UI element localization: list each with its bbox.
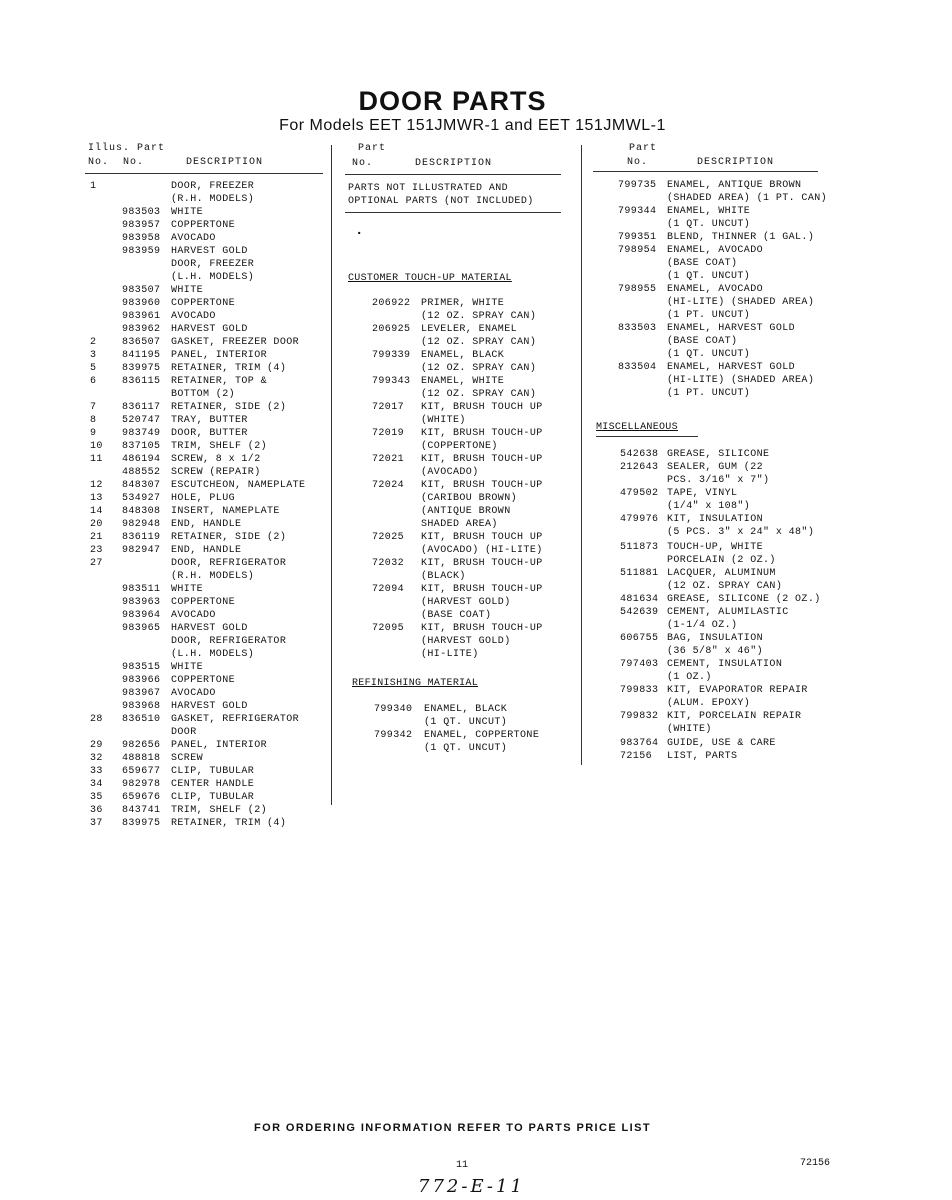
row-47-part: 982978 <box>122 779 161 790</box>
col1-header-line1: Illus. Part <box>88 143 166 154</box>
row-32-part: 983511 <box>122 584 161 595</box>
misc-13-desc: CEMENT, ALUMILASTIC <box>667 607 789 618</box>
misc-21-desc: KIT, PORCELAIN REPAIR <box>667 711 802 722</box>
row-28-part: 836119 <box>122 532 161 543</box>
row-21-part: 837105 <box>122 441 161 452</box>
touchup-9-part: 72017 <box>372 402 405 413</box>
touchup-7-desc: ENAMEL, WHITE <box>421 376 505 387</box>
misc-2-part: 212643 <box>620 462 659 473</box>
touchup-17-desc: (ANTIQUE BROWN <box>421 506 511 517</box>
bullet-mark: · <box>355 226 364 242</box>
row-12-part: 983962 <box>122 324 161 335</box>
row-3-desc: WHITE <box>171 207 204 218</box>
misc-2-desc: SEALER, GUM (22 <box>667 462 764 473</box>
misc-rule <box>596 436 698 437</box>
col3-row-8-desc: (1 QT. UNCUT) <box>667 271 751 282</box>
row-35-desc: HARVEST GOLD <box>171 623 248 634</box>
row-30-desc: DOOR, REFRIGERATOR <box>171 558 287 569</box>
col3-header-line1: Part <box>629 143 658 154</box>
misc-7-desc: (5 PCS. 3" x 24" x 48") <box>667 527 815 538</box>
misc-4-part: 479502 <box>620 488 659 499</box>
misc-3-desc: PCS. 3/16" x 7") <box>667 475 770 486</box>
note-rule <box>345 212 561 213</box>
row-45-desc: SCREW <box>171 753 204 764</box>
touchup-9-desc: KIT, BRUSH TOUCH UP <box>421 402 543 413</box>
row-1-desc: DOOR, FREEZER <box>171 181 255 192</box>
misc-21-part: 799832 <box>620 711 659 722</box>
row-40-desc: AVOCADO <box>171 688 216 699</box>
misc-11-desc: (12 OZ. SPRAY CAN) <box>667 581 783 592</box>
row-4-part: 983957 <box>122 220 161 231</box>
row-1-illus: 1 <box>90 181 97 192</box>
col3-row-1-desc: ENAMEL, ANTIQUE BROWN <box>667 180 802 191</box>
row-22-part: 486194 <box>122 454 161 465</box>
col3-row-11-desc: (1 PT. UNCUT) <box>667 310 751 321</box>
touchup-19-desc: KIT, BRUSH TOUCH UP <box>421 532 543 543</box>
misc-19-part: 799833 <box>620 685 659 696</box>
misc-4-desc: TAPE, VINYL <box>667 488 738 499</box>
col3-row-12-part: 833503 <box>618 323 657 334</box>
touchup-10-desc: (WHITE) <box>421 415 466 426</box>
row-20-illus: 9 <box>90 428 97 439</box>
row-48-part: 659676 <box>122 792 161 803</box>
row-9-desc: WHITE <box>171 285 204 296</box>
col3-row-6-desc: ENAMEL, AVOCADO <box>667 245 764 256</box>
touchup-15-desc: KIT, BRUSH TOUCH-UP <box>421 480 543 491</box>
misc-8-desc: TOUCH-UP, WHITE <box>667 542 764 553</box>
touchup-22-desc: (BLACK) <box>421 571 466 582</box>
touchup-26-desc: KIT, BRUSH TOUCH-UP <box>421 623 543 634</box>
misc-23-desc: GUIDE, USE & CARE <box>667 738 776 749</box>
misc-13-part: 542639 <box>620 607 659 618</box>
col3-row-3-desc: ENAMEL, WHITE <box>667 206 751 217</box>
touchup-15-part: 72024 <box>372 480 405 491</box>
col3-row-9-part: 798955 <box>618 284 657 295</box>
col2-header-line2: No. DESCRIPTION <box>352 158 493 169</box>
ordering-info-footer: FOR ORDERING INFORMATION REFER TO PARTS PRICE LIST <box>254 1122 651 1134</box>
misc-10-desc: LACQUER, ALUMINUM <box>667 568 776 579</box>
optional-parts-note-line1: PARTS NOT ILLUSTRATED AND <box>348 183 509 194</box>
row-25-desc: HOLE, PLUG <box>171 493 236 504</box>
row-15-part: 839975 <box>122 363 161 374</box>
col2-header-rule <box>345 174 561 175</box>
row-50-desc: RETAINER, TRIM (4) <box>171 818 287 829</box>
row-13-illus: 2 <box>90 337 97 348</box>
row-34-part: 983964 <box>122 610 161 621</box>
row-44-part: 982656 <box>122 740 161 751</box>
touchup-23-part: 72094 <box>372 584 405 595</box>
touchup-3-part: 206925 <box>372 324 411 335</box>
row-8-desc: (L.H. MODELS) <box>171 272 255 283</box>
touchup-1-part: 206922 <box>372 298 411 309</box>
row-20-desc: DOOR, BUTTER <box>171 428 248 439</box>
col3-header-line2: No. DESCRIPTION <box>627 157 775 168</box>
touchup-5-desc: ENAMEL, BLACK <box>421 350 505 361</box>
refinish-1-part: 799340 <box>374 704 413 715</box>
misc-17-desc: CEMENT, INSULATION <box>667 659 783 670</box>
col3-row-17-desc: (1 PT. UNCUT) <box>667 388 751 399</box>
touchup-6-desc: (12 OZ. SPRAY CAN) <box>421 363 537 374</box>
touchup-1-desc: PRIMER, WHITE <box>421 298 505 309</box>
column-divider-1 <box>331 145 332 805</box>
misc-14-desc: (1-1/4 OZ.) <box>667 620 738 631</box>
row-12-desc: HARVEST GOLD <box>171 324 248 335</box>
row-47-desc: CENTER HANDLE <box>171 779 255 790</box>
row-32-desc: WHITE <box>171 584 204 595</box>
row-23-desc: SCREW (REPAIR) <box>171 467 261 478</box>
row-45-illus: 32 <box>90 753 103 764</box>
touchup-28-desc: (HI-LITE) <box>421 649 479 660</box>
misc-10-part: 511881 <box>620 568 659 579</box>
col3-row-9-desc: ENAMEL, AVOCADO <box>667 284 764 295</box>
row-23-part: 488552 <box>122 467 161 478</box>
row-34-desc: AVOCADO <box>171 610 216 621</box>
misc-12-part: 481634 <box>620 594 659 605</box>
row-9-part: 983507 <box>122 285 161 296</box>
row-5-desc: AVOCADO <box>171 233 216 244</box>
row-36-desc: DOOR, REFRIGERATOR <box>171 636 287 647</box>
misc-6-part: 479976 <box>620 514 659 525</box>
touchup-27-desc: (HARVEST GOLD) <box>421 636 511 647</box>
row-33-desc: COPPERTONE <box>171 597 236 608</box>
row-30-illus: 27 <box>90 558 103 569</box>
row-48-desc: CLIP, TUBULAR <box>171 792 255 803</box>
row-44-illus: 29 <box>90 740 103 751</box>
row-41-part: 983968 <box>122 701 161 712</box>
col3-row-13-desc: (BASE COAT) <box>667 336 738 347</box>
refinish-4-desc: (1 QT. UNCUT) <box>424 743 508 754</box>
row-16-part: 836115 <box>122 376 161 387</box>
row-27-desc: END, HANDLE <box>171 519 242 530</box>
row-25-illus: 13 <box>90 493 103 504</box>
misc-16-desc: (36 5/8" x 46") <box>667 646 764 657</box>
row-14-illus: 3 <box>90 350 97 361</box>
row-42-part: 836510 <box>122 714 161 725</box>
row-10-desc: COPPERTONE <box>171 298 236 309</box>
row-19-desc: TRAY, BUTTER <box>171 415 248 426</box>
row-25-part: 534927 <box>122 493 161 504</box>
refinish-2-desc: (1 QT. UNCUT) <box>424 717 508 728</box>
refinish-1-desc: ENAMEL, BLACK <box>424 704 508 715</box>
col3-row-7-desc: (BASE COAT) <box>667 258 738 269</box>
col1-header-rule <box>85 173 323 174</box>
row-17-desc: BOTTOM (2) <box>171 389 236 400</box>
row-10-part: 983960 <box>122 298 161 309</box>
row-18-part: 836117 <box>122 402 161 413</box>
row-48-illus: 35 <box>90 792 103 803</box>
misc-1-part: 542638 <box>620 449 659 460</box>
row-18-illus: 7 <box>90 402 97 413</box>
touchup-16-desc: (CARIBOU BROWN) <box>421 493 518 504</box>
row-43-desc: DOOR <box>171 727 197 738</box>
row-15-illus: 5 <box>90 363 97 374</box>
row-22-desc: SCREW, 8 x 1/2 <box>171 454 261 465</box>
row-13-part: 836507 <box>122 337 161 348</box>
misc-17-part: 797403 <box>620 659 659 670</box>
row-21-desc: TRIM, SHELF (2) <box>171 441 268 452</box>
row-24-desc: ESCUTCHEON, NAMEPLATE <box>171 480 306 491</box>
col3-row-4-desc: (1 QT. UNCUT) <box>667 219 751 230</box>
misc-22-desc: (WHITE) <box>667 724 712 735</box>
misc-6-desc: KIT, INSULATION <box>667 514 764 525</box>
row-42-illus: 28 <box>90 714 103 725</box>
touchup-26-part: 72095 <box>372 623 405 634</box>
row-4-desc: COPPERTONE <box>171 220 236 231</box>
row-3-part: 983503 <box>122 207 161 218</box>
row-19-part: 520747 <box>122 415 161 426</box>
row-14-desc: PANEL, INTERIOR <box>171 350 268 361</box>
row-26-illus: 14 <box>90 506 103 517</box>
row-26-part: 848308 <box>122 506 161 517</box>
row-38-part: 983515 <box>122 662 161 673</box>
row-15-desc: RETAINER, TRIM (4) <box>171 363 287 374</box>
touchup-14-desc: (AVOCADO) <box>421 467 479 478</box>
touch-up-section-title: CUSTOMER TOUCH-UP MATERIAL <box>348 273 512 284</box>
touchup-5-part: 799339 <box>372 350 411 361</box>
touchup-23-desc: KIT, BRUSH TOUCH-UP <box>421 584 543 595</box>
col3-row-5-part: 799351 <box>618 232 657 243</box>
col3-row-16-desc: (HI-LITE) (SHADED AREA) <box>667 375 815 386</box>
touchup-18-desc: SHADED AREA) <box>421 519 498 530</box>
row-6-desc: HARVEST GOLD <box>171 246 248 257</box>
row-39-desc: COPPERTONE <box>171 675 236 686</box>
row-37-desc: (L.H. MODELS) <box>171 649 255 660</box>
misc-20-desc: (ALUM. EPOXY) <box>667 698 751 709</box>
row-16-illus: 6 <box>90 376 97 387</box>
misc-9-desc: PORCELAIN (2 OZ.) <box>667 555 776 566</box>
row-35-part: 983965 <box>122 623 161 634</box>
touchup-13-part: 72021 <box>372 454 405 465</box>
col1-header-line2: No. No. DESCRIPTION <box>88 157 264 168</box>
document-number: 72156 <box>800 1158 831 1169</box>
touchup-25-desc: (BASE COAT) <box>421 610 492 621</box>
column-divider-2 <box>581 145 582 765</box>
row-20-part: 983749 <box>122 428 161 439</box>
misc-23-part: 983764 <box>620 738 659 749</box>
misc-19-desc: KIT, EVAPORATOR REPAIR <box>667 685 808 696</box>
col3-row-1-part: 799735 <box>618 180 657 191</box>
col3-row-5-desc: BLEND, THINNER (1 GAL.) <box>667 232 815 243</box>
row-40-part: 983967 <box>122 688 161 699</box>
row-46-illus: 33 <box>90 766 103 777</box>
refinish-3-desc: ENAMEL, COPPERTONE <box>424 730 540 741</box>
row-29-illus: 23 <box>90 545 103 556</box>
row-14-part: 841195 <box>122 350 161 361</box>
col3-row-6-part: 798954 <box>618 245 657 256</box>
row-49-illus: 36 <box>90 805 103 816</box>
row-45-part: 488818 <box>122 753 161 764</box>
col3-row-12-desc: ENAMEL, HARVEST GOLD <box>667 323 796 334</box>
touchup-13-desc: KIT, BRUSH TOUCH-UP <box>421 454 543 465</box>
row-21-illus: 10 <box>90 441 103 452</box>
col3-row-14-desc: (1 QT. UNCUT) <box>667 349 751 360</box>
row-39-part: 983966 <box>122 675 161 686</box>
miscellaneous-section-title: MISCELLANEOUS <box>596 422 678 433</box>
optional-parts-note-line2: OPTIONAL PARTS (NOT INCLUDED) <box>348 196 534 207</box>
col3-row-3-part: 799344 <box>618 206 657 217</box>
touchup-7-part: 799343 <box>372 376 411 387</box>
row-47-illus: 34 <box>90 779 103 790</box>
touchup-3-desc: LEVELER, ENAMEL <box>421 324 518 335</box>
row-31-desc: (R.H. MODELS) <box>171 571 255 582</box>
row-18-desc: RETAINER, SIDE (2) <box>171 402 287 413</box>
col3-row-10-desc: (HI-LITE) (SHADED AREA) <box>667 297 815 308</box>
row-44-desc: PANEL, INTERIOR <box>171 740 268 751</box>
row-19-illus: 8 <box>90 415 97 426</box>
row-13-desc: GASKET, FREEZER DOOR <box>171 337 300 348</box>
misc-12-desc: GREASE, SILICONE (2 OZ.) <box>667 594 821 605</box>
row-11-desc: AVOCADO <box>171 311 216 322</box>
row-7-desc: DOOR, FREEZER <box>171 259 255 270</box>
touchup-21-desc: KIT, BRUSH TOUCH-UP <box>421 558 543 569</box>
row-28-desc: RETAINER, SIDE (2) <box>171 532 287 543</box>
refinish-3-part: 799342 <box>374 730 413 741</box>
row-29-part: 982947 <box>122 545 161 556</box>
row-6-part: 983959 <box>122 246 161 257</box>
row-33-part: 983963 <box>122 597 161 608</box>
handwritten-mark: 772-E-11 <box>418 1176 525 1197</box>
row-49-desc: TRIM, SHELF (2) <box>171 805 268 816</box>
touchup-20-desc: (AVOCADO) (HI-LITE) <box>421 545 543 556</box>
row-41-desc: HARVEST GOLD <box>171 701 248 712</box>
misc-18-desc: (1 OZ.) <box>667 672 712 683</box>
touchup-4-desc: (12 OZ. SPRAY CAN) <box>421 337 537 348</box>
misc-15-desc: BAG, INSULATION <box>667 633 764 644</box>
row-27-illus: 20 <box>90 519 103 530</box>
col3-row-2-desc: (SHADED AREA) (1 PT. CAN) <box>667 193 828 204</box>
row-29-desc: END, HANDLE <box>171 545 242 556</box>
row-49-part: 843741 <box>122 805 161 816</box>
misc-8-part: 511873 <box>620 542 659 553</box>
row-38-desc: WHITE <box>171 662 204 673</box>
row-24-illus: 12 <box>90 480 103 491</box>
misc-1-desc: GREASE, SILICONE <box>667 449 770 460</box>
page-title: DOOR PARTS <box>358 86 547 116</box>
refinishing-section-title: REFINISHING MATERIAL <box>352 678 479 689</box>
col3-header-rule <box>593 171 818 172</box>
row-2-desc: (R.H. MODELS) <box>171 194 255 205</box>
row-28-illus: 21 <box>90 532 103 543</box>
row-42-desc: GASKET, REFRIGERATOR <box>171 714 300 725</box>
page-number: 11 <box>456 1160 469 1171</box>
misc-24-part: 72156 <box>620 751 653 762</box>
row-26-desc: INSERT, NAMEPLATE <box>171 506 280 517</box>
row-27-part: 982948 <box>122 519 161 530</box>
misc-5-desc: (1/4" x 108") <box>667 501 751 512</box>
touchup-8-desc: (12 OZ. SPRAY CAN) <box>421 389 537 400</box>
row-11-part: 983961 <box>122 311 161 322</box>
touchup-12-desc: (COPPERTONE) <box>421 441 498 452</box>
touchup-21-part: 72032 <box>372 558 405 569</box>
touchup-19-part: 72025 <box>372 532 405 543</box>
touchup-11-desc: KIT, BRUSH TOUCH-UP <box>421 428 543 439</box>
misc-24-desc: LIST, PARTS <box>667 751 738 762</box>
row-22-illus: 11 <box>90 454 103 465</box>
row-24-part: 848307 <box>122 480 161 491</box>
col3-row-15-part: 833504 <box>618 362 657 373</box>
page-subtitle: For Models EET 151JMWR-1 and EET 151JMWL-1 <box>279 117 666 134</box>
row-16-desc: RETAINER, TOP & <box>171 376 268 387</box>
col3-row-15-desc: ENAMEL, HARVEST GOLD <box>667 362 796 373</box>
misc-15-part: 606755 <box>620 633 659 644</box>
row-50-illus: 37 <box>90 818 103 829</box>
col2-header-line1: Part <box>358 143 387 154</box>
touchup-24-desc: (HARVEST GOLD) <box>421 597 511 608</box>
row-46-desc: CLIP, TUBULAR <box>171 766 255 777</box>
touchup-11-part: 72019 <box>372 428 405 439</box>
row-46-part: 659677 <box>122 766 161 777</box>
row-5-part: 983958 <box>122 233 161 244</box>
row-50-part: 839975 <box>122 818 161 829</box>
touchup-2-desc: (12 OZ. SPRAY CAN) <box>421 311 537 322</box>
